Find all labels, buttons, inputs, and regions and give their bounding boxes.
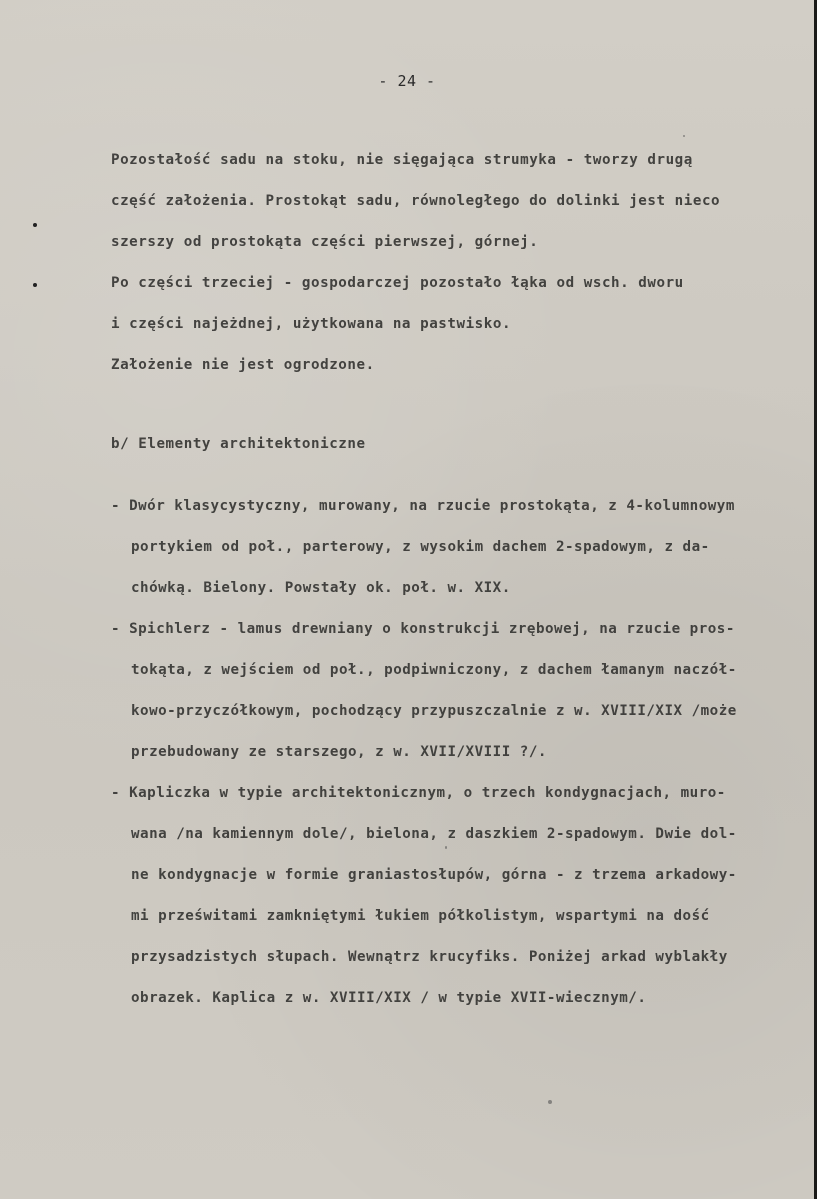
text-line: tokąta, z wejściem od poł., podpiwniczony, z dachem łamanym naczół- [131, 662, 737, 678]
text-line: kowo-przyczółkowym, pochodzący przypuszczalnie z w. XVIII/XIX /może [131, 703, 737, 719]
text-line: Po części trzeciej - gospodarczej pozostało łąka od wsch. dworu [111, 275, 684, 291]
text-line: ne kondygnacje w formie graniastosłupów, górna - z trzema arkadowy- [131, 867, 737, 883]
text-line: - Kapliczka w typie architektonicznym, o trzech kondygnacjach, muro- [111, 785, 726, 801]
text-line: przebudowany ze starszego, z w. XVII/XVIII ?/. [131, 744, 547, 760]
text-line: mi prześwitami zamkniętymi łukiem półkolistym, wspartymi na dość [131, 908, 710, 924]
text-line: chówką. Bielony. Powstały ok. poł. w. XIX. [131, 580, 511, 596]
list-item-granary [111, 609, 814, 773]
paper-speck [683, 135, 685, 137]
text-line: - Dwór klasycystyczny, murowany, na rzucie prostokąta, z 4-kolumnowym [111, 498, 735, 514]
list-item-manor [111, 486, 814, 609]
page-number: - 24 - [378, 72, 436, 90]
list-item-chapel [111, 773, 814, 1019]
text-line: portykiem od poł., parterowy, z wysokim dachem 2-spadowym, z da- [131, 539, 710, 555]
text-line: przysadzistych słupach. Wewnątrz krucyfiks. Poniżej arkad wyblakły [131, 949, 728, 965]
text-line: Pozostałość sadu na stoku, nie sięgająca strumyka - tworzy drugą [111, 152, 693, 168]
text-line: wana /na kamiennym dole/, bielona, z daszkiem 2-spadowym. Dwie dol- [131, 826, 737, 842]
paper-speck [548, 1100, 552, 1104]
text-line: szerszy od prostokąta części pierwszej, górnej. [111, 234, 539, 250]
text-line: - Spichlerz - lamus drewniany o konstrukcji zrębowej, na rzucie pros- [111, 621, 735, 637]
text-line: Założenie nie jest ogrodzone. [111, 357, 375, 373]
text-line: część założenia. Prostokąt sadu, równoległego do dolinki jest nieco [111, 193, 721, 209]
section-heading: b/ Elementy architektoniczne [111, 436, 366, 452]
intro-paragraph [111, 140, 811, 386]
text-line: i części najeżdnej, użytkowana na pastwisko. [111, 316, 512, 332]
text-line: obrazek. Kaplica z w. XVIII/XIX / w typie XVII-wiecznym/. [131, 990, 647, 1006]
punch-hole-top [33, 223, 37, 227]
punch-hole-bottom [33, 283, 37, 287]
elements-list [111, 486, 814, 1019]
